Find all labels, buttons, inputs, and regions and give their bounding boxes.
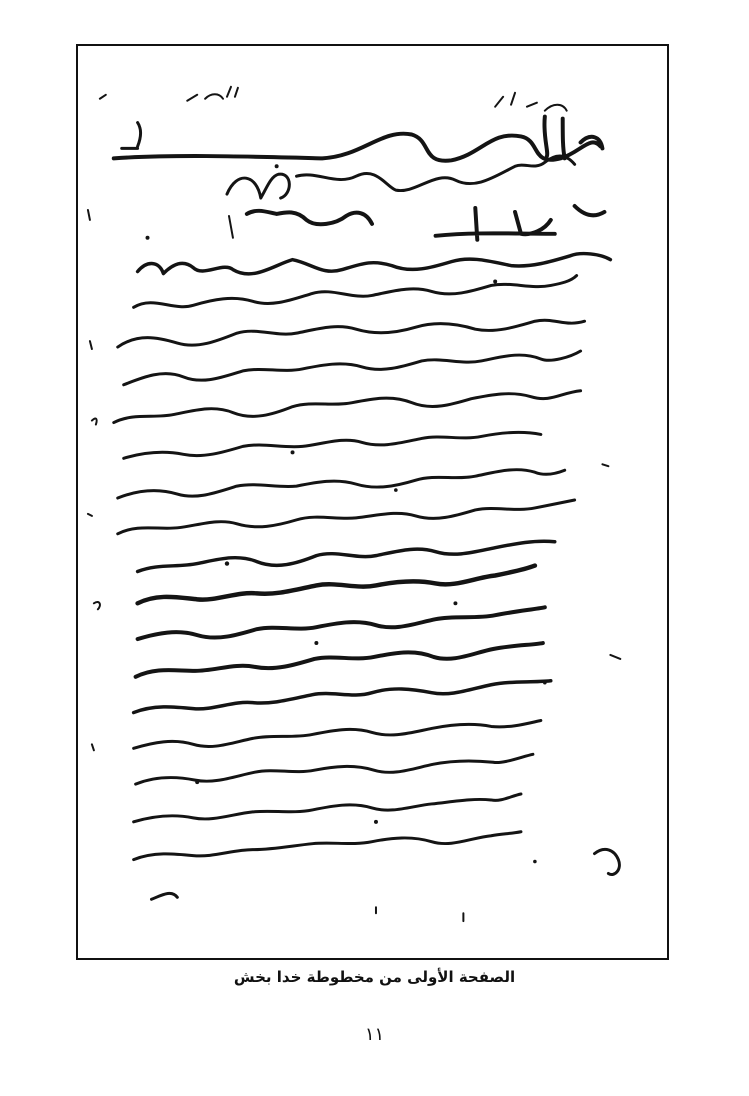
page-number: ١١ — [364, 1024, 385, 1045]
manuscript-handwriting-image — [78, 46, 667, 958]
figure-caption: الصفحة الأولى من مخطوطة خدا بخش — [233, 968, 516, 986]
manuscript-frame — [76, 44, 669, 960]
